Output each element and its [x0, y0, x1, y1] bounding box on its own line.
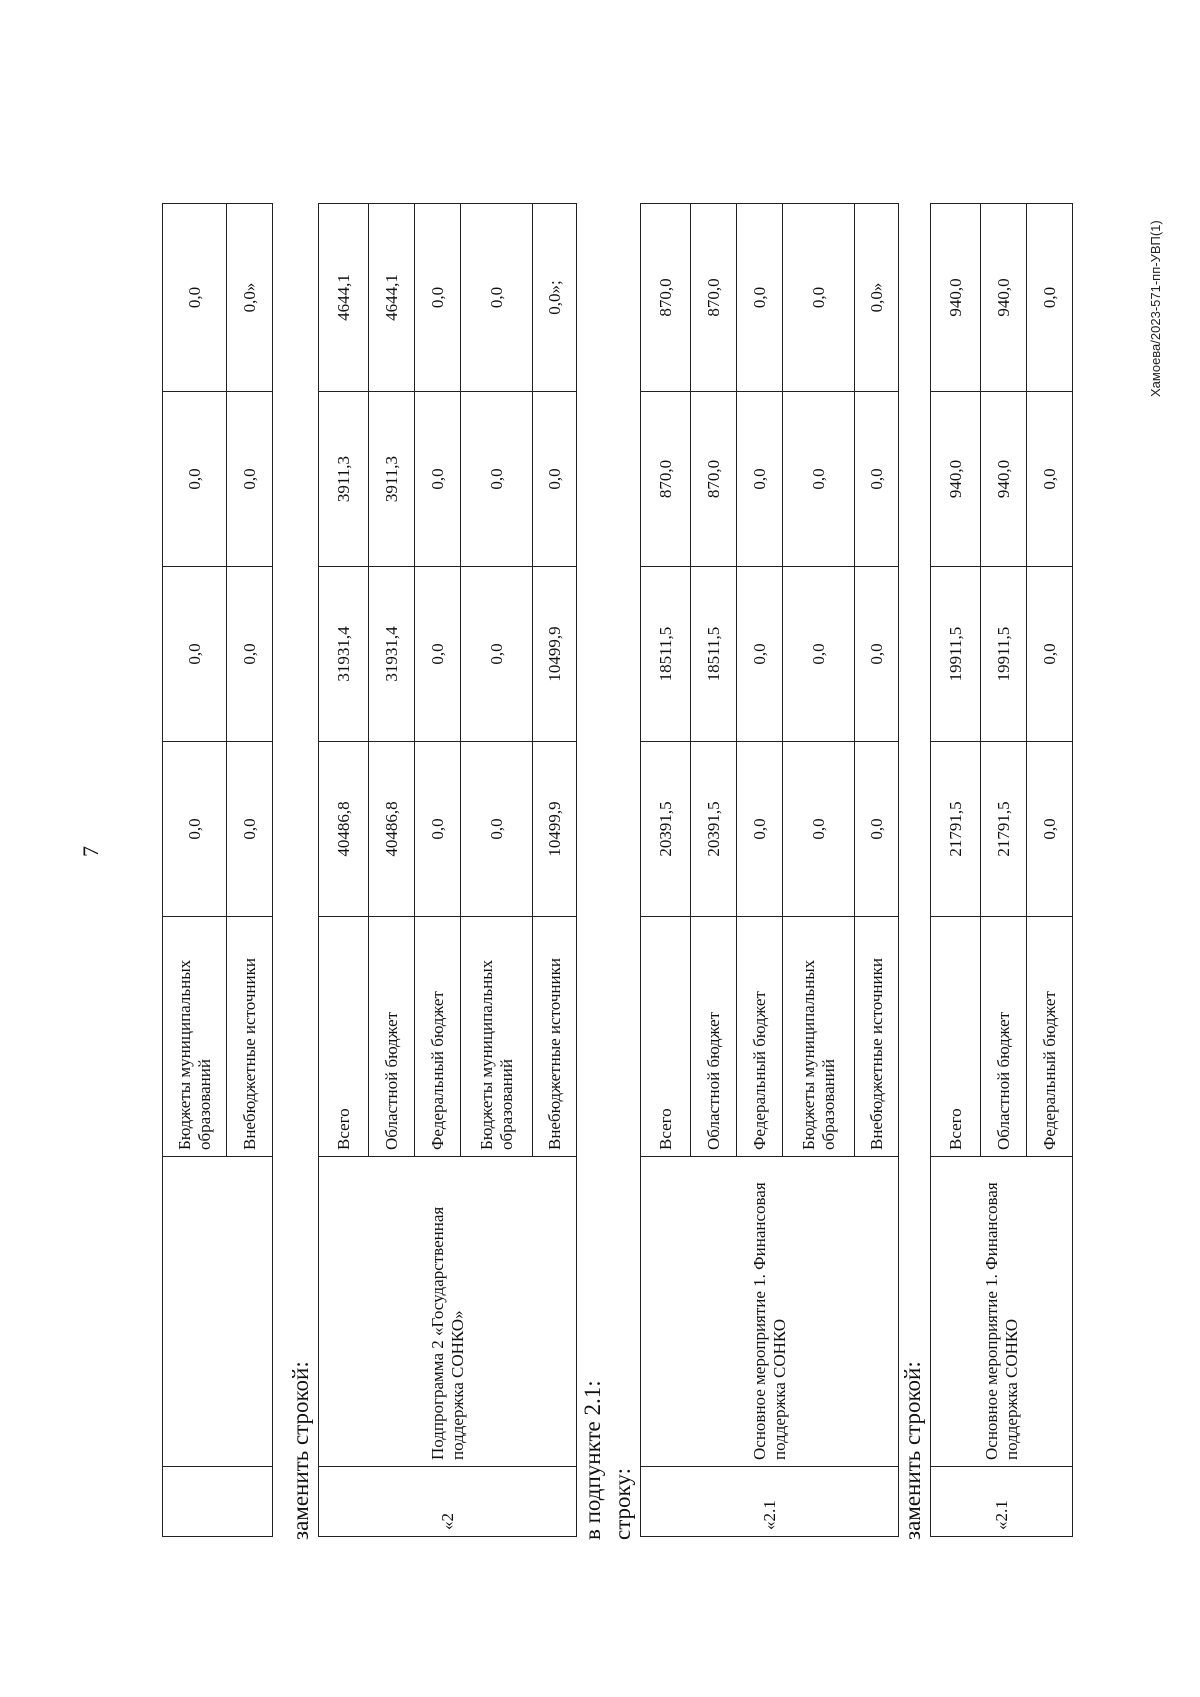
section3-label: заменить строкой:	[900, 1361, 925, 1540]
code-cell: «2.1	[641, 1467, 899, 1537]
value-cell: 0,0»	[855, 204, 899, 392]
code-cell: «2.1	[931, 1467, 1073, 1537]
value-cell: 0,0	[415, 742, 461, 917]
value-cell: 870,0	[641, 392, 691, 567]
continuation-table	[162, 203, 273, 1537]
source-cell: Внебюджетные источники	[855, 917, 899, 1157]
value-cell: 0,0	[163, 567, 227, 742]
section1-label: заменить строкой:	[288, 1361, 313, 1540]
value-cell: 0,0	[737, 204, 783, 392]
section3-table	[930, 203, 1073, 1537]
source-cell: Областной бюджет	[691, 917, 737, 1157]
source-cell: Всего	[641, 917, 691, 1157]
value-cell: 940,0	[981, 204, 1027, 392]
value-cell: 4644,1	[319, 204, 369, 392]
value-cell: 940,0	[981, 392, 1027, 567]
source-cell: Федеральный бюджет	[737, 917, 783, 1157]
value-cell: 0,0	[1027, 204, 1073, 392]
value-cell: 0,0	[783, 742, 855, 917]
page-number: 7	[78, 846, 103, 857]
section2-label: в подпункте 2.1:	[580, 1380, 605, 1540]
title-cell: Основное мероприятие 1. Финансовая поддержка СОНКО	[931, 1157, 1073, 1467]
value-cell: 0,0	[855, 392, 899, 567]
value-cell: 3911,3	[319, 392, 369, 567]
value-cell: 20391,5	[691, 742, 737, 917]
source-cell: Областной бюджет	[369, 917, 415, 1157]
value-cell: 0,0	[783, 567, 855, 742]
value-cell: 0,0	[855, 742, 899, 917]
value-cell: 0,0	[737, 742, 783, 917]
code-cell	[163, 1467, 273, 1537]
value-cell: 31931,4	[319, 567, 369, 742]
value-cell: 0,0	[227, 392, 273, 567]
table-row	[931, 204, 981, 1537]
code-cell: «2	[319, 1467, 577, 1537]
value-cell: 0,0	[163, 204, 227, 392]
title-cell: Основное мероприятие 1. Финансовая поддержка СОНКО	[641, 1157, 899, 1467]
source-cell: Всего	[931, 917, 981, 1157]
value-cell: 0,0	[1027, 742, 1073, 917]
source-cell: Внебюджетные источники	[227, 917, 273, 1157]
value-cell: 0,0	[415, 567, 461, 742]
value-cell: 18511,5	[641, 567, 691, 742]
title-cell: Подпрограмма 2 «Государственная поддержка СОНКО»	[319, 1157, 577, 1467]
value-cell: 18511,5	[691, 567, 737, 742]
value-cell: 10499,9	[533, 567, 577, 742]
value-cell: 21791,5	[931, 742, 981, 917]
section2-table	[640, 203, 899, 1537]
value-cell: 0,0	[1027, 392, 1073, 567]
value-cell: 0,0	[163, 392, 227, 567]
value-cell: 21791,5	[981, 742, 1027, 917]
value-cell: 870,0	[691, 204, 737, 392]
value-cell: 0,0	[737, 392, 783, 567]
source-cell: Областной бюджет	[981, 917, 1027, 1157]
value-cell: 0,0	[783, 204, 855, 392]
source-cell: Всего	[319, 917, 369, 1157]
source-cell: Бюджеты муниципальных образований	[461, 917, 533, 1157]
value-cell: 0,0	[461, 567, 533, 742]
value-cell: 0,0»;	[533, 204, 577, 392]
value-cell: 940,0	[931, 392, 981, 567]
section1-table	[318, 203, 577, 1537]
section2-sublabel: строку:	[610, 1468, 635, 1540]
value-cell: 0,0	[533, 392, 577, 567]
value-cell: 870,0	[641, 204, 691, 392]
value-cell: 0,0	[415, 204, 461, 392]
source-cell: Бюджеты муниципальных образований	[783, 917, 855, 1157]
source-cell: Бюджеты муниципальных образований	[163, 917, 227, 1157]
value-cell: 10499,9	[533, 742, 577, 917]
table-row	[319, 204, 369, 1537]
source-cell: Федеральный бюджет	[1027, 917, 1073, 1157]
title-cell	[163, 1157, 273, 1467]
value-cell: 4644,1	[369, 204, 415, 392]
value-cell: 0,0	[461, 742, 533, 917]
value-cell: 940,0	[931, 204, 981, 392]
document-footer: Хамоева/2023-571-пп-УВП(1)	[1148, 220, 1163, 397]
value-cell: 0,0»	[227, 204, 273, 392]
source-cell: Внебюджетные источники	[533, 917, 577, 1157]
value-cell: 20391,5	[641, 742, 691, 917]
value-cell: 0,0	[227, 742, 273, 917]
value-cell: 40486,8	[369, 742, 415, 917]
value-cell: 0,0	[227, 567, 273, 742]
value-cell: 40486,8	[319, 742, 369, 917]
value-cell: 31931,4	[369, 567, 415, 742]
table-row	[163, 204, 227, 1537]
table-row	[641, 204, 691, 1537]
value-cell: 19911,5	[981, 567, 1027, 742]
value-cell: 0,0	[461, 204, 533, 392]
value-cell: 19911,5	[931, 567, 981, 742]
value-cell: 870,0	[691, 392, 737, 567]
value-cell: 0,0	[783, 392, 855, 567]
value-cell: 0,0	[1027, 567, 1073, 742]
value-cell: 3911,3	[369, 392, 415, 567]
value-cell: 0,0	[163, 742, 227, 917]
value-cell: 0,0	[855, 567, 899, 742]
value-cell: 0,0	[415, 392, 461, 567]
source-cell: Федеральный бюджет	[415, 917, 461, 1157]
value-cell: 0,0	[737, 567, 783, 742]
value-cell: 0,0	[461, 392, 533, 567]
